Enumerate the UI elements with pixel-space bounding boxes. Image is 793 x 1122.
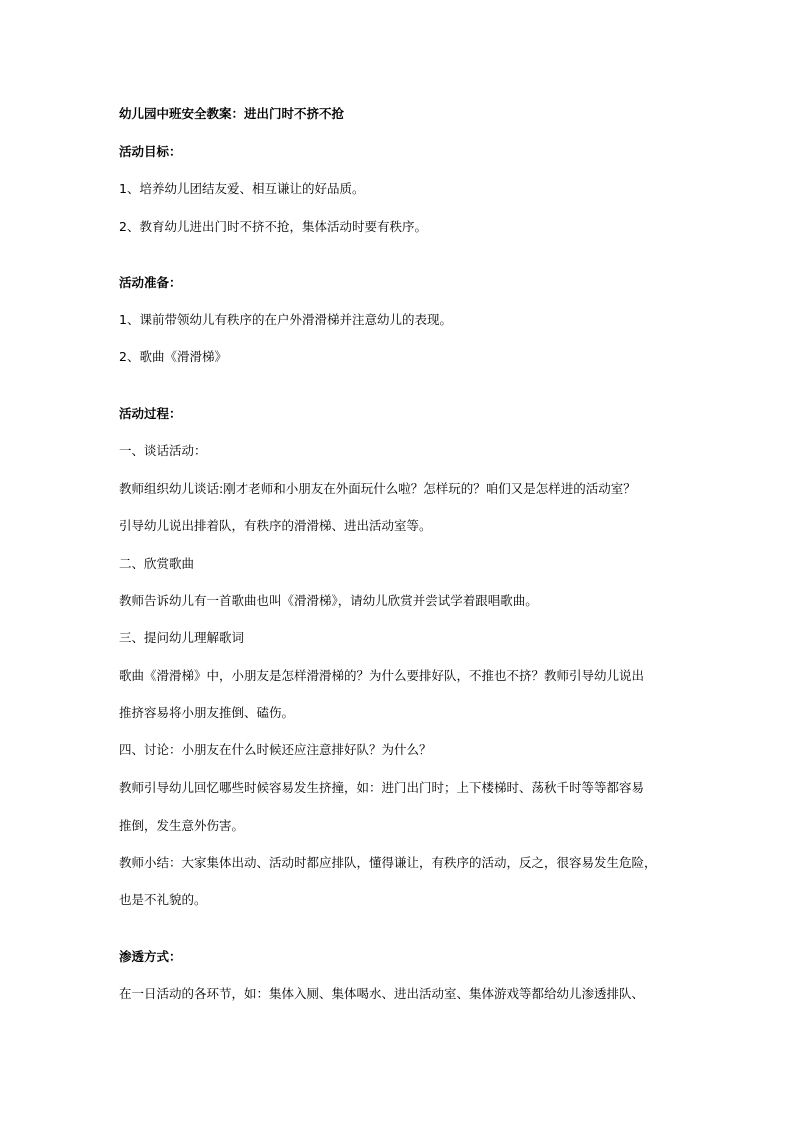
process-heading: 活动过程：: [119, 406, 182, 421]
process-line: 教师告诉幼儿有一首歌曲也叫《滑滑梯》，请幼儿欣赏并尝试学着跟唱歌曲。: [119, 593, 538, 608]
process-line: 教师引导幼儿回忆哪些时候容易发生挤撞，如：进门出门时；上下楼梯时、荡秋千时等等都容易: [119, 780, 645, 795]
process-line: 一、谈话活动：: [119, 443, 207, 458]
process-line: 推挤容易将小朋友推倒、磕伤。: [119, 705, 295, 720]
preparation-item: 2、歌曲《滑滑梯》: [119, 349, 227, 364]
process-line: 教师小结：大家集体出动、活动时都应排队，懂得谦让，有秩序的活动，反之，很容易发生危险，: [119, 855, 657, 870]
approach-line: 在一日活动的各环节，如：集体入厕、集体喝水、进出活动室、集体游戏等都给幼儿渗透排队、: [119, 986, 645, 1001]
preparation-item: 1、课前带领幼儿有秩序的在户外滑滑梯并注意幼儿的表现。: [119, 312, 452, 327]
process-line: 推倒，发生意外伤害。: [119, 818, 245, 833]
process-line: 二、欣赏歌曲: [119, 556, 195, 571]
process-line: 四、讨论：小朋友在什么时候还应注意排好队？为什么？: [119, 742, 432, 757]
process-line: 三、提问幼儿理解歌词: [119, 630, 245, 645]
process-line: 歌曲《滑滑梯》中，小朋友是怎样滑滑梯的？为什么要排好队，不推也不挤？教师引导幼儿说出: [119, 668, 645, 683]
document-title: 幼儿园中班安全教案：进出门时不挤不抢: [119, 106, 345, 121]
preparation-heading: 活动准备：: [119, 275, 182, 290]
goal-item: 2、教育幼儿进出门时不挤不抢，集体活动时要有秩序。: [119, 219, 427, 234]
process-line: 教师组织幼儿谈话:刚才老师和小朋友在外面玩什么啦？怎样玩的？咱们又是怎样进的活动室？: [119, 481, 636, 496]
approach-heading: 渗透方式：: [119, 949, 182, 964]
process-line: 也是不礼貌的。: [119, 892, 207, 907]
goal-item: 1、培养幼儿团结友爱、相互谦让的好品质。: [119, 181, 365, 196]
goals-heading: 活动目标：: [119, 144, 182, 159]
process-line: 引导幼儿说出排着队，有秩序的滑滑梯、进出活动室等。: [119, 518, 432, 533]
